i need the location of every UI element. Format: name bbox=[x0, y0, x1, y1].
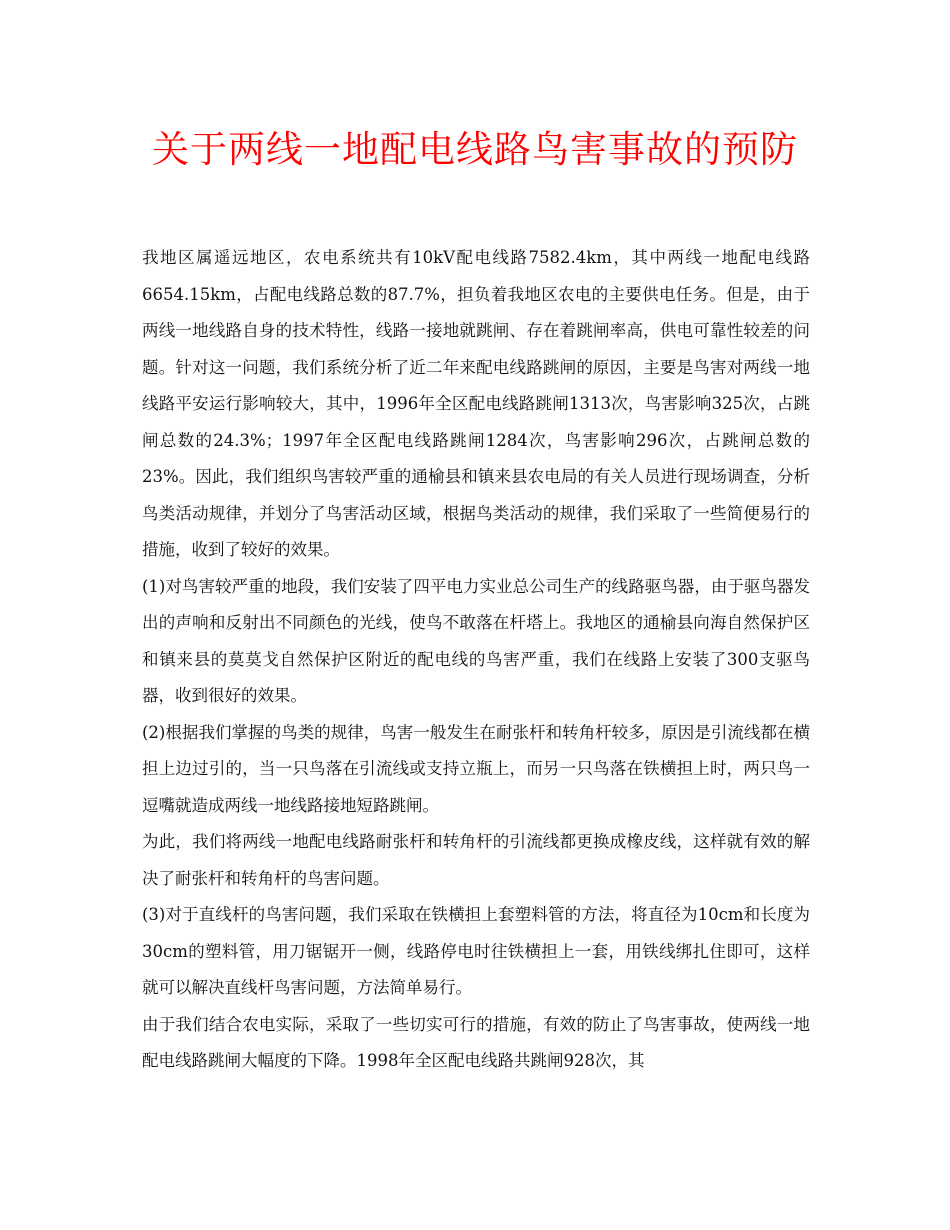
paragraph-measure-2: (2)根据我们掌握的鸟类的规律，鸟害一般发生在耐张杆和转角杆较多，原因是引流线都在横担上边过引的，当一只鸟落在引流线或支持立瓶上，而另一只鸟落在铁横担上时，两只鸟一逗嘴就造成两线一地线路接地短路跳闸。 bbox=[142, 722, 810, 815]
document-title: 关于两线一地配电线路鸟害事故的预防 bbox=[152, 128, 798, 171]
paragraph-measure-2-followup: 为此，我们将两线一地配电线路耐张杆和转角杆的引流线都更换成橡皮线，这样就有效的解决了耐张杆和转角杆的鸟害问题。 bbox=[142, 832, 810, 888]
paragraph-results: 由于我们结合农电实际，采取了一些切实可行的措施，有效的防止了鸟害事故，使两线一地配电线路跳闸大幅度的下降。1998年全区配电线路共跳闸928次，其 bbox=[142, 1014, 810, 1070]
document-body bbox=[142, 240, 810, 1080]
paragraph-intro: 我地区属遥远地区，农电系统共有10kV配电线路7582.4km，其中两线一地配电线路6654.15km，占配电线路总数的87.7%，担负着我地区农电的主要供电任务。但是，由于两线一地线路自身的技术特性，线路一接地就跳闸、存在着跳闸率高，供电可靠性较差的问题。针对这一问题，我们系统分析了近二年来配电线路跳闸的原因，主要是鸟害对两线一地线路平安运行影响较大，其中，1996年全区配电线路跳闸1313次，鸟害影响325次，占跳闸总数的24.3%；1997年全区配电线路跳闸1284次，鸟害影响296次，占跳闸总数的23%。因此，我们组织鸟害较严重的通榆县和镇来县农电局的有关人员进行现场调查，分析鸟类活动规律，并划分了鸟害活动区域，根据鸟类活动的规律，我们采取了一些简便易行的措施，收到了较好的效果。 bbox=[142, 248, 810, 559]
paragraph-measure-1: (1)对鸟害较严重的地段，我们安装了四平电力实业总公司生产的线路驱鸟器，由于驱鸟器发出的声响和反射出不同颜色的光线，使鸟不敢落在杆塔上。我地区的通榆县向海自然保护区和镇来县的莫莫戈自然保护区附近的配电线的鸟害严重，我们在线路上安装了300支驱鸟器，收到很好的效果。 bbox=[142, 576, 810, 705]
paragraph-measure-3: (3)对于直线杆的鸟害问题，我们采取在铁横担上套塑料管的方法，将直径为10cm和长度为30cm的塑料管，用刀锯锯开一侧，线路停电时往铁横担上一套，用铁线绑扎住即可，这样就可以解决直线杆鸟害问题，方法简单易行。 bbox=[142, 905, 810, 997]
